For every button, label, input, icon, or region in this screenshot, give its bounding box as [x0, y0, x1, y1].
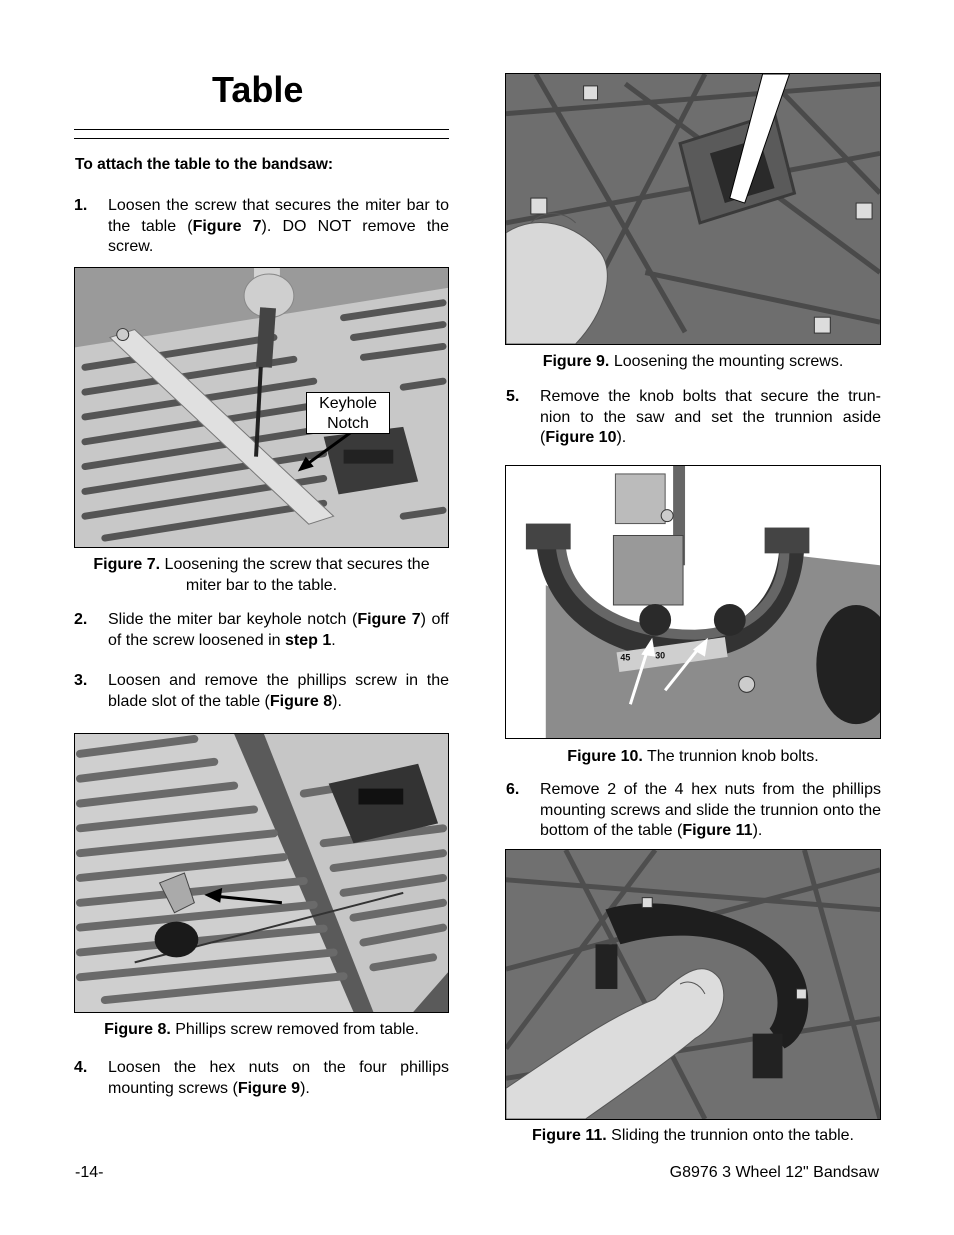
step-text-run: Loosen the screw that secures the miter bar to the table ( [108, 197, 449, 235]
step-5 [506, 387, 881, 449]
scale-mark-30: 30 [655, 650, 666, 661]
keyhole-notch-callout [306, 392, 390, 434]
figure-label: Figure 9. [542, 353, 610, 370]
model-name: G8976 3 Wheel 12" Bandsaw [669, 1164, 879, 1181]
step-text [108, 196, 449, 258]
step-text-bold: Figure 9 [237, 1079, 301, 1097]
step-number: 1. [74, 197, 88, 214]
step-text-bold: Figure 10 [545, 429, 617, 446]
figure-label: Figure 8. [104, 1021, 171, 1038]
step-text-bold: Figure 7 [192, 217, 262, 235]
step-number: 4. [74, 1059, 88, 1076]
step-text-bold: Figure 8 [269, 692, 333, 710]
step-text-run: Remove the knob bolts that secure the trun-nion to the saw and set the trunnion aside ( [540, 388, 881, 446]
title-rule-bottom [74, 138, 449, 139]
figure-caption-text: Sliding the trunnion onto the table. [611, 1127, 854, 1144]
figure-7-caption [74, 555, 449, 596]
step-6 [506, 780, 881, 842]
step-number: 6. [506, 781, 520, 798]
figure-9-photo [505, 73, 881, 345]
figure-9-caption [505, 352, 881, 373]
figure-caption-text: Loosening the mounting screws. [613, 353, 844, 370]
figure-11-photo [505, 849, 881, 1120]
step-text-run: ). [332, 692, 342, 710]
figure-caption-text: Phillips screw removed from table. [175, 1021, 419, 1038]
step-text-run: Remove 2 of the 4 hex nuts from the phillips mounting screws and slide the trunnion onto the bottom of the table ( [540, 781, 881, 839]
figure-caption-text: Loosening the screw that secures the miter bar to the table. [164, 556, 430, 594]
step-number: 2. [74, 611, 88, 628]
figure-7-photo [74, 267, 449, 548]
figure-label: Figure 10. [567, 748, 643, 765]
step-4 [74, 1058, 449, 1099]
page-number: -14- [75, 1164, 104, 1181]
step-text-run: ). DO NOT remove the screw. [108, 217, 450, 255]
step-text-run: Loosen the hex nuts on the four phillips mounting screws ( [108, 1059, 449, 1097]
step-number: 3. [74, 672, 88, 689]
figure-8-photo [74, 733, 449, 1013]
step-text [108, 610, 449, 651]
step-text-bold: Figure 11 [682, 822, 753, 839]
step-1 [74, 196, 449, 258]
step-text-run: ) off of the screw loosened in [108, 611, 449, 649]
step-text-bold: step 1 [285, 631, 332, 649]
figure-caption-text: The trunnion knob bolts. [647, 748, 819, 765]
step-2 [74, 610, 449, 651]
title-rule-top [74, 129, 449, 130]
step-text-run: ). [752, 822, 763, 839]
section-heading: To attach the table to the bandsaw: [75, 156, 334, 173]
step-text-run: ). [300, 1079, 310, 1097]
step-text [108, 1058, 449, 1099]
figure-8-caption [74, 1020, 449, 1041]
step-text-run: Slide the miter bar keyhole notch ( [108, 611, 358, 628]
step-text-run: ). [616, 429, 627, 446]
step-text-run: . [331, 631, 336, 649]
callout-line-2: Notch [327, 415, 369, 432]
step-number: 5. [506, 388, 520, 405]
figure-label: Figure 7. [93, 556, 161, 573]
callout-line-1: Keyhole [319, 395, 377, 412]
page-title: Table [212, 69, 304, 110]
figure-11-caption [505, 1126, 881, 1147]
figure-10-photo [505, 465, 881, 739]
step-text [540, 780, 881, 842]
scale-mark-45: 45 [620, 652, 631, 663]
figure-10-caption [505, 747, 881, 768]
step-3 [74, 671, 449, 712]
step-text [108, 671, 449, 712]
step-text-run: Loosen and remove the phillips screw in the blade slot of the table ( [108, 672, 449, 710]
figure-label: Figure 11. [532, 1127, 607, 1144]
step-text-bold: Figure 7 [357, 611, 421, 628]
step-text [540, 387, 881, 449]
